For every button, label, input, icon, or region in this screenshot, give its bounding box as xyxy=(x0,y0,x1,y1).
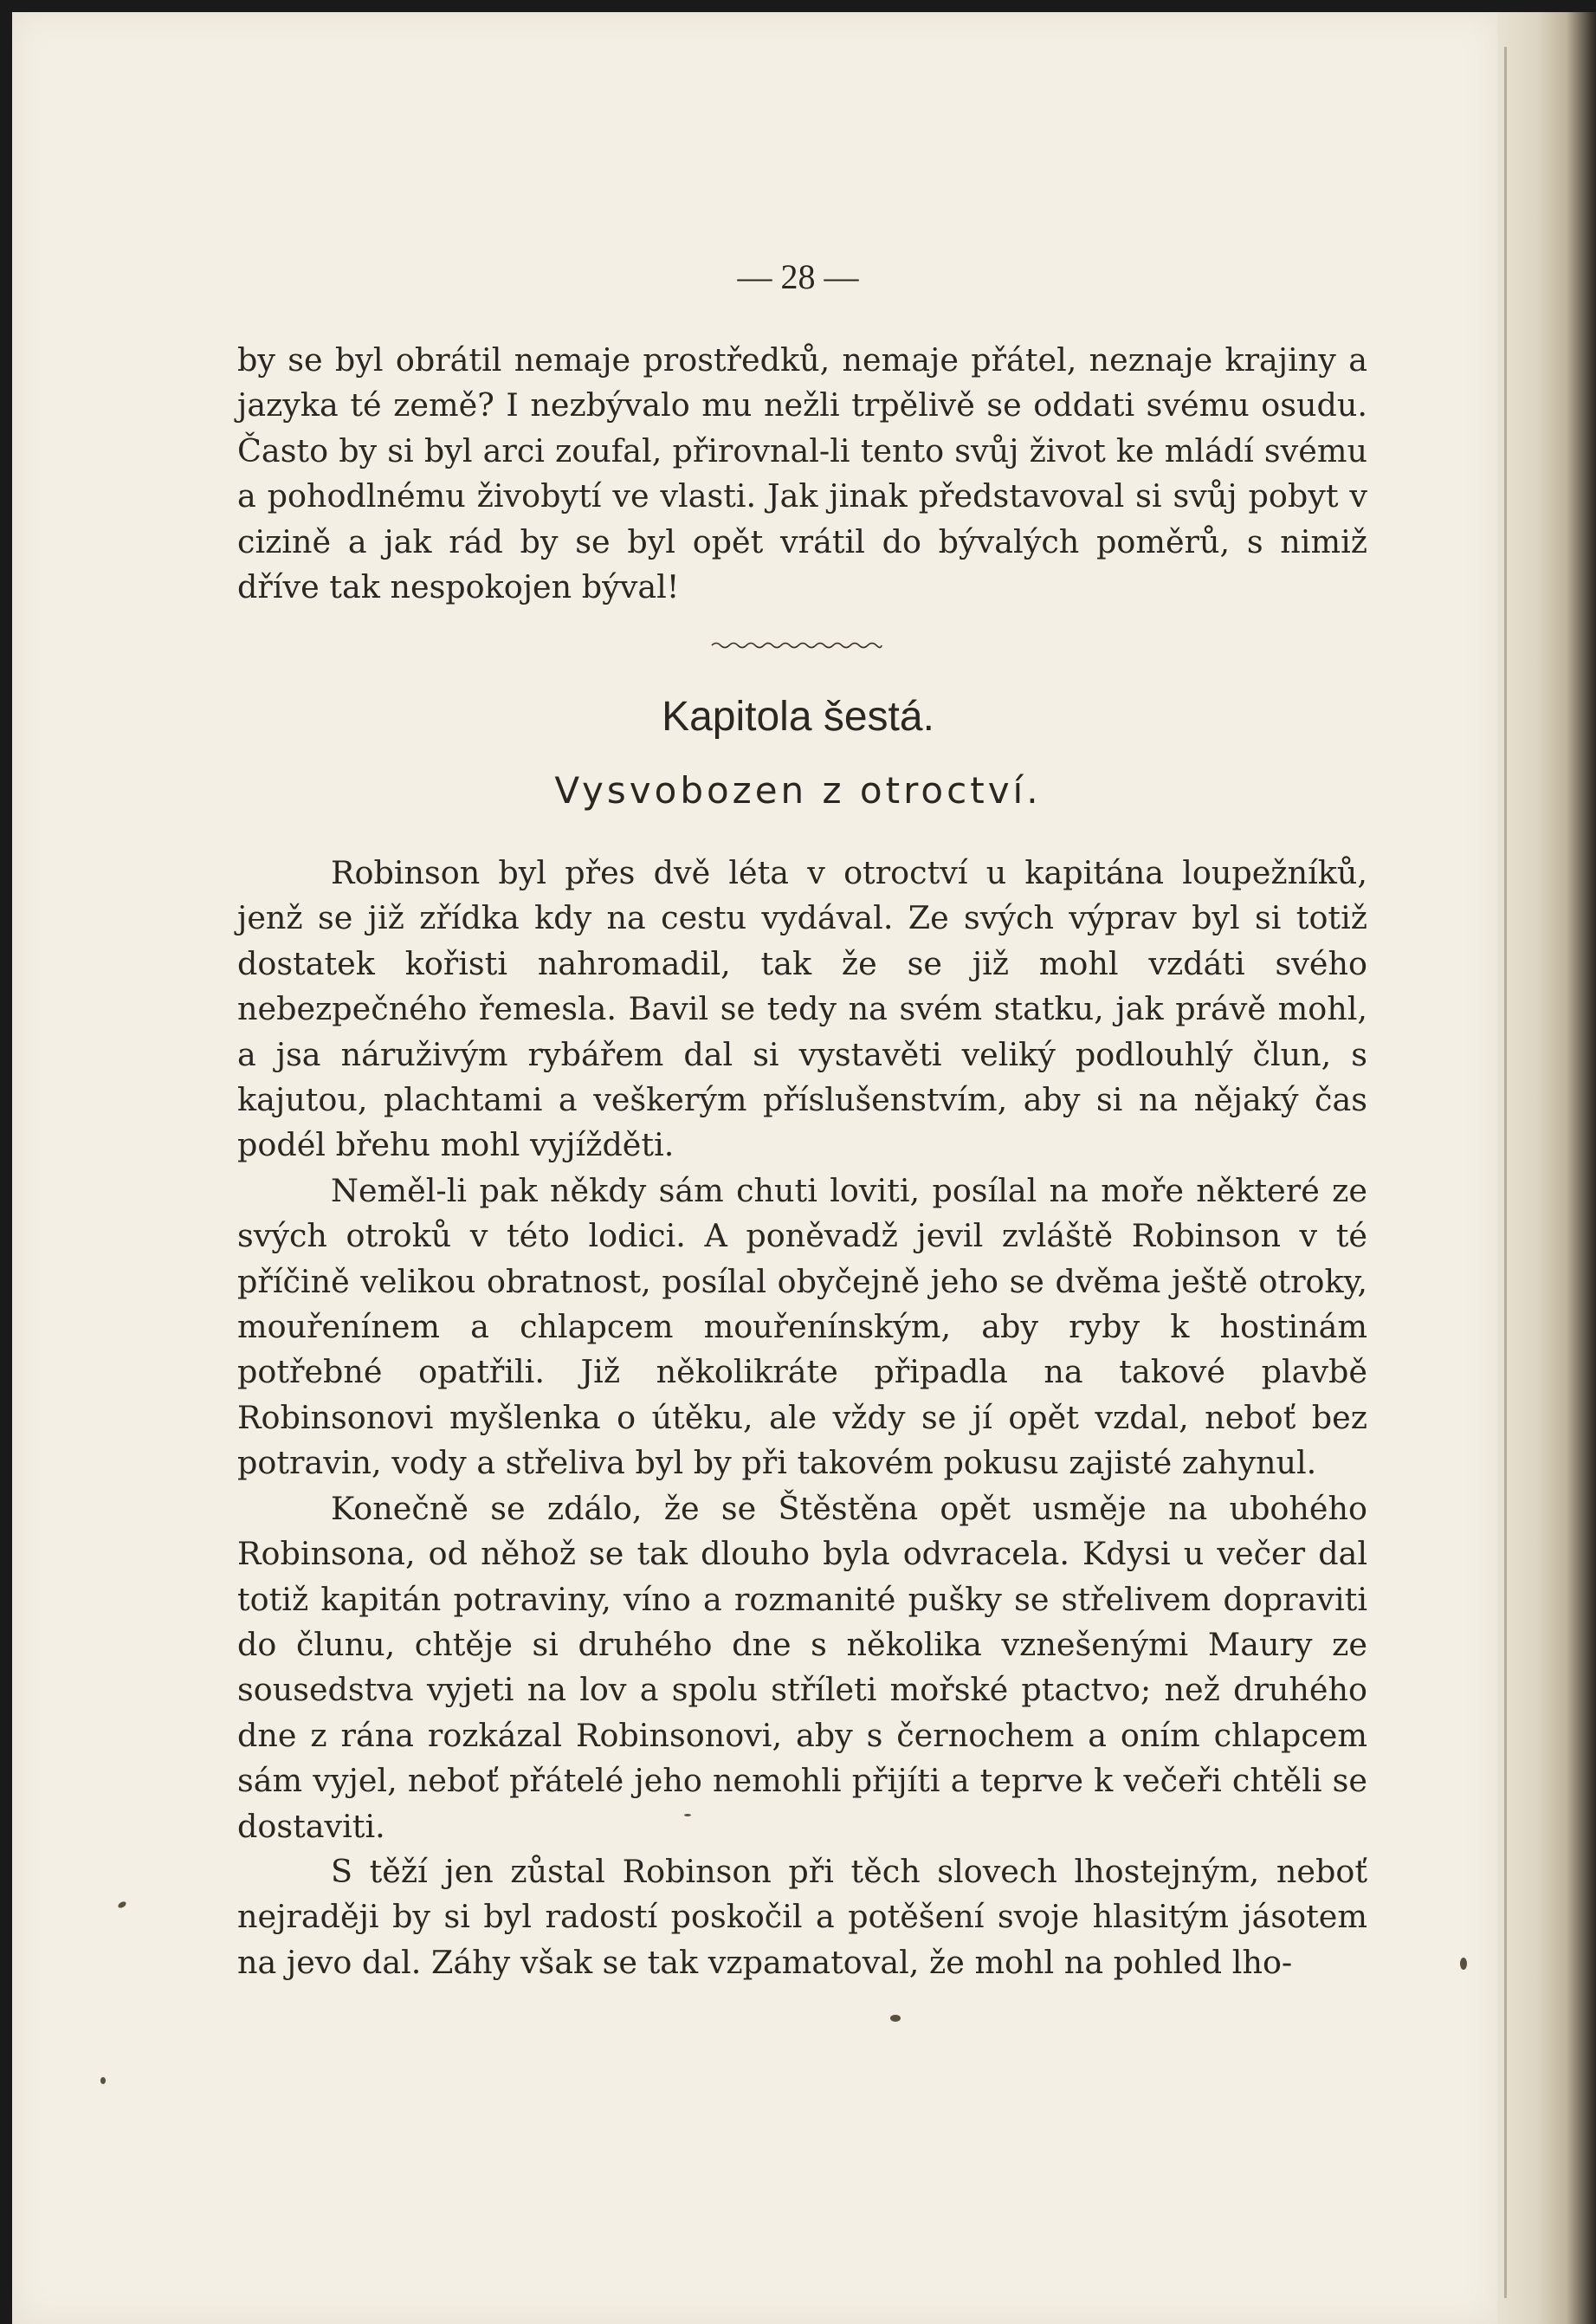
paragraph: S těží jen zůstal Robinson při těch slovech lhostejným, neboť nejraději by si byl radostí poskočil a potěšení svoje hlasitým jásotem na jevo dal. Záhy však se tak vzpamatoval, že mohl na pohled lho- xyxy=(237,1852,1367,1981)
paragraph: Robinson byl přes dvě léta v otroctví u kapitána loupežníků, jenž se již zřídka kdy na cestu vydával. Ze svých výprav byl si totiž dostatek kořisti nahromadil, tak že se již mohl vzdáti svého nebezpečného řemesla. Bavil se tedy na svém statku, jak právě mohl, a jsa náruživým rybářem dal si vystavěti veliký podlouhlý člun, s kajutou, plachtami a veškerým příslušenstvím, aby si na nějaký čas podél břehu mohl vyjížděti. xyxy=(237,854,1367,1164)
continuation-text xyxy=(237,338,1367,610)
paper-speck xyxy=(100,2077,106,2084)
book-spine xyxy=(1497,12,1596,2324)
paper-speck xyxy=(1460,1958,1467,1970)
page-number: — 28 — xyxy=(737,257,859,296)
paper-speck xyxy=(890,2015,901,2022)
paragraph: by se byl obrátil nemaje prostředků, nemaje přátel, neznaje krajiny a jazyka té země? I nezbývalo mu nežli trpělivě se oddati svému osudu. Často by si byl arci zoufal, přirovnal-li tento svůj život ke mládí svému a pohodlnému živobytí ve vlasti. Jak jinak představoval si svůj pobyt v cizině a jak rád by se byl opět vrátil do bývalých poměrů, s nimiž dříve tak nespokojen býval! xyxy=(237,341,1367,606)
paragraph: Konečně se zdálo, že se Štěstěna opět usměje na ubohého Robinsona, od něhož se tak dlouho byla odvracela. Kdysi u večer dal totiž kapitán potraviny, víno a rozmanité pušky se střelivem dopraviti do člunu, chtěje si druhého dne s několika vznešenými Maury ze sousedstva vyjeti na lov a spolu stříleti mořské ptactvo; než druhého dne z rána rozkázal Robinsonovi, aby s černochem a oním chlapcem sám vyjel, neboť přátelé jeho nemohli přijíti a teprve k večeři chtěli se dostaviti. xyxy=(237,1489,1367,1845)
paper-speck xyxy=(684,1814,691,1816)
paragraph: Neměl-li pak někdy sám chuti loviti, posílal na moře některé ze svých otroků v této lodici. A poněvadž jevil zvláště Robinson v té příčině velikou obratnost, posílal obyčejně jeho se dvěma ještě otroky, mouřenínem a chlapcem mouřenínským, aby ryby k hostinám potřebné opatřili. Již několikráte připadla na takové plavbě Robinsonovi myšlenka o útěku, ale vždy se jí opět vzdal, neboť bez potravin, vody a střeliva byl by při takovém pokusu zajisté zahynul. xyxy=(237,1171,1367,1482)
chapter-body xyxy=(237,851,1367,1985)
chapter-title: Vysvobozen z otroctví. xyxy=(554,769,1042,812)
chapter-heading: Kapitola šestá. xyxy=(662,694,934,740)
ornament-divider xyxy=(710,639,883,651)
